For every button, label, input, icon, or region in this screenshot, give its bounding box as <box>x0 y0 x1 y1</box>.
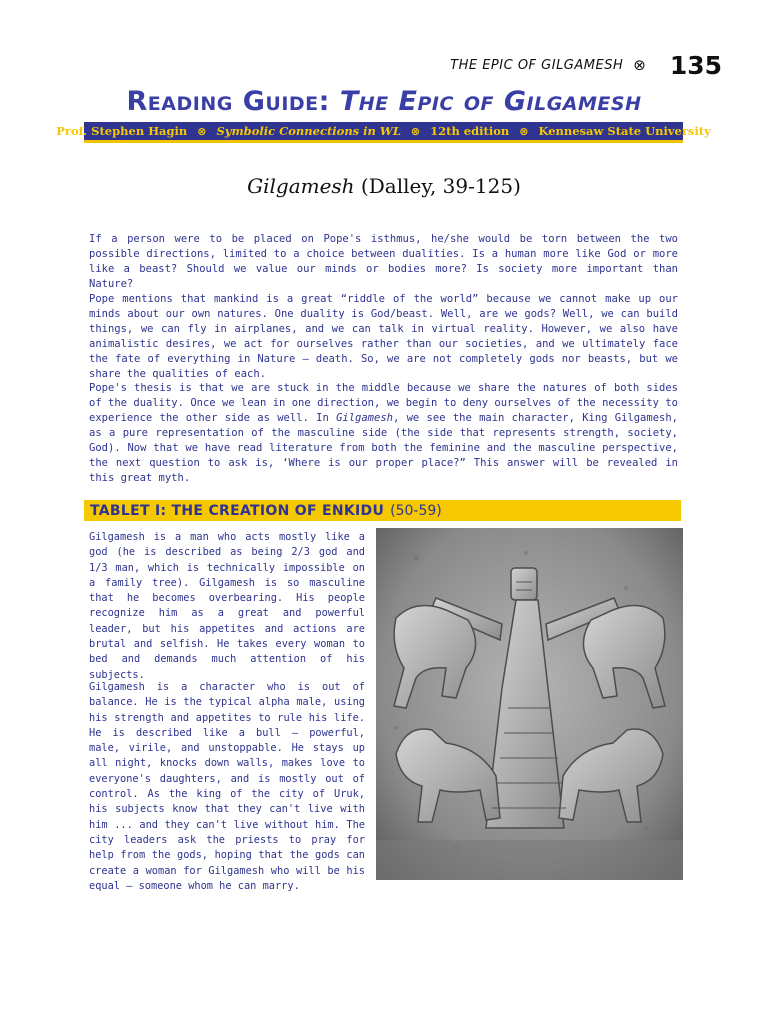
banner-author: Prof. Stephen Hagin <box>56 124 188 138</box>
intro-paragraph-1: If a person were to be placed on Pope's isthmus, he/she would be torn between the two possible directions, limited to a choice between dualities. Is a human more like God or more like a beast? Should we value our minds or bodies more? Is society more important than Nature? <box>89 233 678 290</box>
intro-p3-b: , we see the main character, King Gilgamesh, as a pure representation of the masculine side (the side that represents strength, society, God). Now that we have read literature from both the feminine and the masculine perspective, the next question to ask is, ‘Where is our proper place?” This answer will be revealed in this great myth. <box>89 412 678 484</box>
section-heading-rest: (Dalley, 39-125) <box>354 174 521 198</box>
relief-illustration <box>376 528 683 880</box>
banner-course: Symbolic Connections in WL <box>216 124 401 138</box>
tablet-paragraph-2: Gilgamesh is a character who is out of balance. He is the typical alpha male, using his strength and appetites to rule his life. He is described like a bull — powerful, male, virile, and unstoppable. He stays up all night, knocks down walls, makes love to everyone's daughters, and is mostly out of control. As the king of the city of Uruk, his subjects know that they can't live with him ... and they can't live without him. The city leaders ask the priests to pray for help from the gods, hoping that the gods can create a woman for Gilgamesh who will be his equal — someone whom he can marry. <box>89 681 365 892</box>
intro-paragraph-2: Pope mentions that mankind is a great “riddle of the world” because we cannot make up our minds about our own natures. One duality is God/beast. Well, are we gods? Well, we can build things, we can fly in airplanes, and we can talk in virtual reality. However, we also have animalistic desires, we act for ourselves rather than our societies, and we ultimately face the fate of everything in Nature — death. So, we are not completely gods nor beasts, but we share the qualities of each. <box>89 293 678 380</box>
circled-times-icon: ⊗ <box>197 124 207 138</box>
circled-times-icon: ⊗ <box>410 124 421 138</box>
tablet-heading <box>84 500 681 521</box>
banner-university: Kennesaw State University <box>538 124 711 138</box>
page-number: 135 <box>669 50 722 80</box>
banner-edition: 12th edition <box>430 124 510 138</box>
running-header <box>450 50 722 80</box>
running-title: THE EPIC OF GILGAMESH <box>450 57 624 73</box>
section-heading <box>0 174 768 198</box>
title-prefix: Reading Guide: <box>126 86 340 117</box>
section-heading-italic: Gilgamesh <box>247 174 355 198</box>
tablet-title: TABLET I: THE CREATION OF ENKIDU <box>90 502 385 519</box>
intro-paragraph-3 <box>89 381 678 486</box>
course-banner <box>56 122 711 143</box>
tablet-pages: (50-59) <box>390 502 442 519</box>
page-title <box>0 86 768 117</box>
title-italic: The Epic of Gilgamesh <box>339 86 642 117</box>
tablet-paragraph-1: Gilgamesh is a man who acts mostly like a god (he is described as being 2/3 god and 1/3 man, which is technically impossible on a family tree). Gilgamesh is so masculine that he becomes overbearing. His people recognize him as a great and powerful leader, but his appetites and actions are brutal and selfish. He takes every woman to bed and demands much attention of his subjects. <box>89 531 365 681</box>
cylinder-seal-relief-image <box>376 528 683 880</box>
circled-times-icon: ⊗ <box>519 124 529 138</box>
intro-p3-a: Pope's thesis is that we are stuck in the middle because we share the natures of both sides of the duality. Once we lean in one direction, we begin to deny ourselves of the necessity to experience the other side as well. In <box>89 382 678 424</box>
intro-p3-italic: Gilgamesh <box>336 412 393 424</box>
circled-times-icon: ⊗ <box>633 56 646 74</box>
